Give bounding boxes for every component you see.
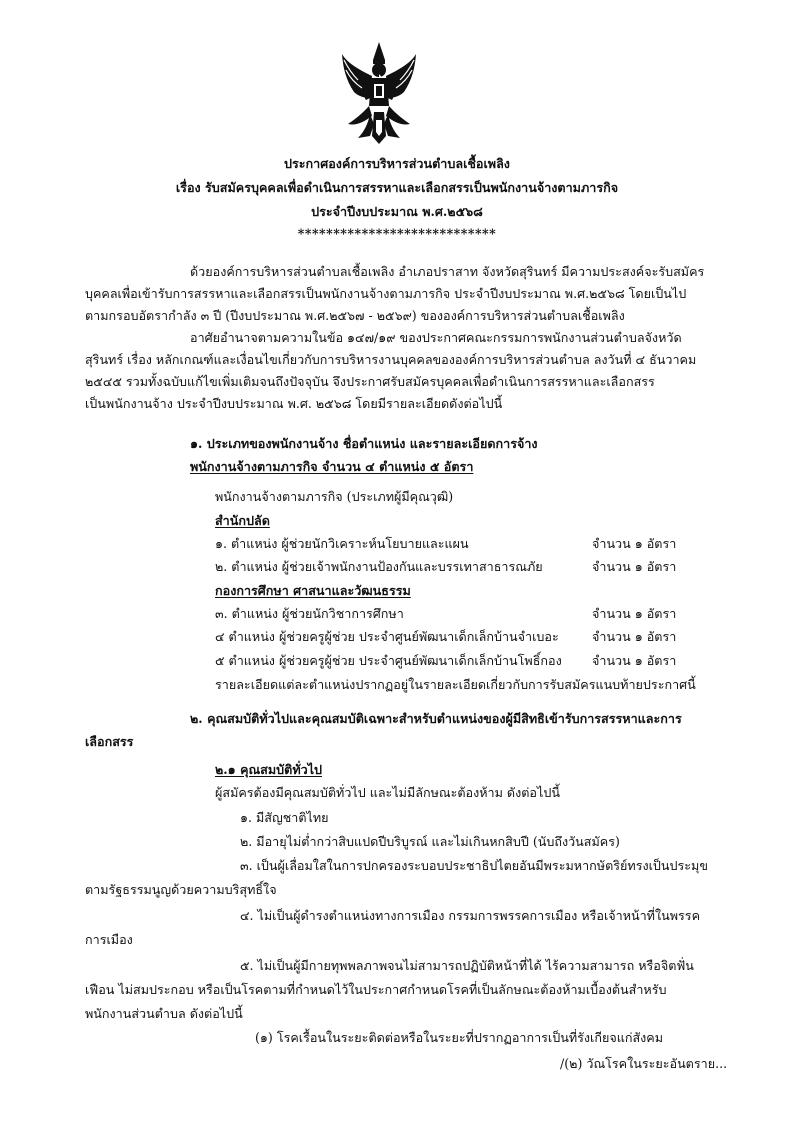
position-item: ๔ ตำแหน่ง ผู้ช่วยครูผู้ช่วย ประจำศูนย์พัฒนาเด็กเล็กบ้านจำเบอะ xyxy=(215,629,559,644)
qualification-item: ๔. ไม่เป็นผู้ดำรงตำแหน่งทางการเมือง กรรมการพรรคการเมือง หรือเจ้าหน้าที่ในพรรค xyxy=(240,908,700,923)
authority-paragraph-line: ๒๕๔๕ รวมทั้งฉบับแก้ไขเพิ่มเติมจนถึงปัจจุบัน จึงประกาศรับสมัครบุคคลเพื่อดำเนินการสรรหาและเลือกสรร xyxy=(85,374,655,389)
section1-heading: ๑. ประเภทของพนักงานจ้าง ชื่อตำแหน่ง และรายละเอียดการจ้าง xyxy=(190,436,538,451)
qualification-item: ๓. เป็นผู้เลื่อมใสในการปกครองระบอบประชาธิปไตยอันมีพระมหากษัตริย์ทรงเป็นประมุข xyxy=(240,858,708,873)
position-item: ๑. ตำแหน่ง ผู้ช่วยนักวิเคราะห์นโยบายและแผน xyxy=(215,536,469,551)
position-item: ๓. ตำแหน่ง ผู้ช่วยนักวิชาการศึกษา xyxy=(215,606,404,621)
employee-type-label: พนักงานจ้างตามภารกิจ (ประเภทผู้มีคุณวุฒิ) xyxy=(215,489,454,504)
qualification-item-continued: พนักงานส่วนตำบล ดังต่อไปนี้ xyxy=(85,1006,243,1021)
position-count: จำนวน ๑ อัตรา xyxy=(592,559,677,574)
section2-1-heading: ๒.๑ คุณสมบัติทั่วไป xyxy=(215,762,323,777)
section1-subheading: พนักงานจ้างตามภารกิจ จำนวน ๔ ตำแหน่ง ๕ อัตรา xyxy=(190,459,474,474)
department-office: สำนักปลัด xyxy=(215,513,270,528)
announcement-title: ประกาศองค์การบริหารส่วนตำบลเชื้อเพลิง xyxy=(284,156,510,171)
announcement-subject: เรื่อง รับสมัครบุคคลเพื่อดำเนินการสรรหาและเลือกสรรเป็นพนักงานจ้างตามภารกิจ xyxy=(175,180,619,195)
section1-note: รายละเอียดแต่ละตำแหน่งปรากฏอยู่ในรายละเอียดเกี่ยวกับการรับสมัครแนบท้ายประกาศนี้ xyxy=(215,677,696,692)
qualification-item-continued: เฟือน ไม่สมประกอบ หรือเป็นโรคตามที่กำหนดไว้ในประกาศกำหนดโรคที่เป็นลักษณะต้องห้ามเบื้องต้นสำหรับ xyxy=(85,982,667,997)
authority-paragraph-line: อาศัยอำนาจตามความในข้อ ๑๔๗/๑๙ ของประกาศคณะกรรมการพนักงานส่วนตำบลจังหวัด xyxy=(190,330,682,345)
position-count: จำนวน ๑ อัตรา xyxy=(592,536,677,551)
qualification-item: ๒. มีอายุไม่ต่ำกว่าสิบแปดปีบริบูรณ์ และไม่เกินหกสิบปี (นับถึงวันสมัคร) xyxy=(240,834,620,849)
position-count: จำนวน ๑ อัตรา xyxy=(592,629,677,644)
fiscal-year: ประจำปีงบประมาณ พ.ศ.๒๕๖๘ xyxy=(311,204,483,219)
separator-stars: **************************** xyxy=(297,226,497,241)
position-count: จำนวน ๑ อัตรา xyxy=(592,653,677,668)
position-count: จำนวน ๑ อัตรา xyxy=(592,606,677,621)
position-item: ๕ ตำแหน่ง ผู้ช่วยครูผู้ช่วย ประจำศูนย์พัฒนาเด็กเล็กบ้านโพธิ์กอง xyxy=(215,653,562,668)
garuda-emblem-icon xyxy=(340,40,418,146)
authority-paragraph-line: เป็นพนักงานจ้าง ประจำปีงบประมาณ พ.ศ. ๒๕๖๘ โดยมีรายละเอียดดังต่อไปนี้ xyxy=(85,396,503,411)
continued-next-page: /(๒) วัณโรคในระยะอันตราย... xyxy=(560,1056,728,1071)
intro-paragraph-line: บุคคลเพื่อเข้ารับการสรรหาและเลือกสรรเป็นพนักงานจ้างตามภารกิจ ประจำปีงบประมาณ พ.ศ.๒๕๖๘ โดยเป็นไป xyxy=(85,286,687,301)
disease-item: (๑) โรคเรื้อนในระยะติดต่อหรือในระยะที่ปรากฏอาการเป็นที่รังเกียจแก่สังคม xyxy=(255,1030,664,1045)
intro-paragraph-line: ตามกรอบอัตรากำลัง ๓ ปี (ปีงบประมาณ พ.ศ.๒๕๖๗ - ๒๕๖๙) ขององค์การบริหารส่วนตำบลเชื้อเพลิง xyxy=(85,308,625,323)
section2-heading: ๒. คุณสมบัติทั่วไปและคุณสมบัติเฉพาะสำหรับตำแหน่งของผู้มีสิทธิเข้ารับการสรรหาและการ xyxy=(190,711,682,726)
qualification-item: ๑. มีสัญชาติไทย xyxy=(240,810,329,825)
department-education: กองการศึกษา ศาสนาและวัฒนธรรม xyxy=(215,583,411,598)
position-item: ๒. ตำแหน่ง ผู้ช่วยเจ้าพนักงานป้องกันและบรรเทาสาธารณภัย xyxy=(215,559,543,574)
intro-paragraph-line: ด้วยองค์การบริหารส่วนตำบลเชื้อเพลิง อำเภอปราสาท จังหวัดสุรินทร์ มีความประสงค์จะรับสมัคร xyxy=(190,264,705,279)
general-qualification-lead: ผู้สมัครต้องมีคุณสมบัติทั่วไป และไม่มีลักษณะต้องห้าม ดังต่อไปนี้ xyxy=(215,785,560,800)
authority-paragraph-line: สุรินทร์ เรื่อง หลักเกณฑ์และเงื่อนไขเกี่ยวกับการบริหารงานบุคคลขององค์การบริหารส่วนตำบล ลงวันที่ ๔ ธันวาคม xyxy=(85,352,697,367)
qualification-item-continued: ตามรัฐธรรมนูญด้วยความบริสุทธิ์ใจ xyxy=(85,882,277,897)
qualification-item-continued: การเมือง xyxy=(85,932,133,947)
section2-heading-continued: เลือกสรร xyxy=(85,734,134,749)
qualification-item: ๕. ไม่เป็นผู้มีกายทุพพลภาพจนไม่สามารถปฏิบัติหน้าที่ได้ ไร้ความสามารถ หรือจิตฟั่น xyxy=(240,958,694,973)
